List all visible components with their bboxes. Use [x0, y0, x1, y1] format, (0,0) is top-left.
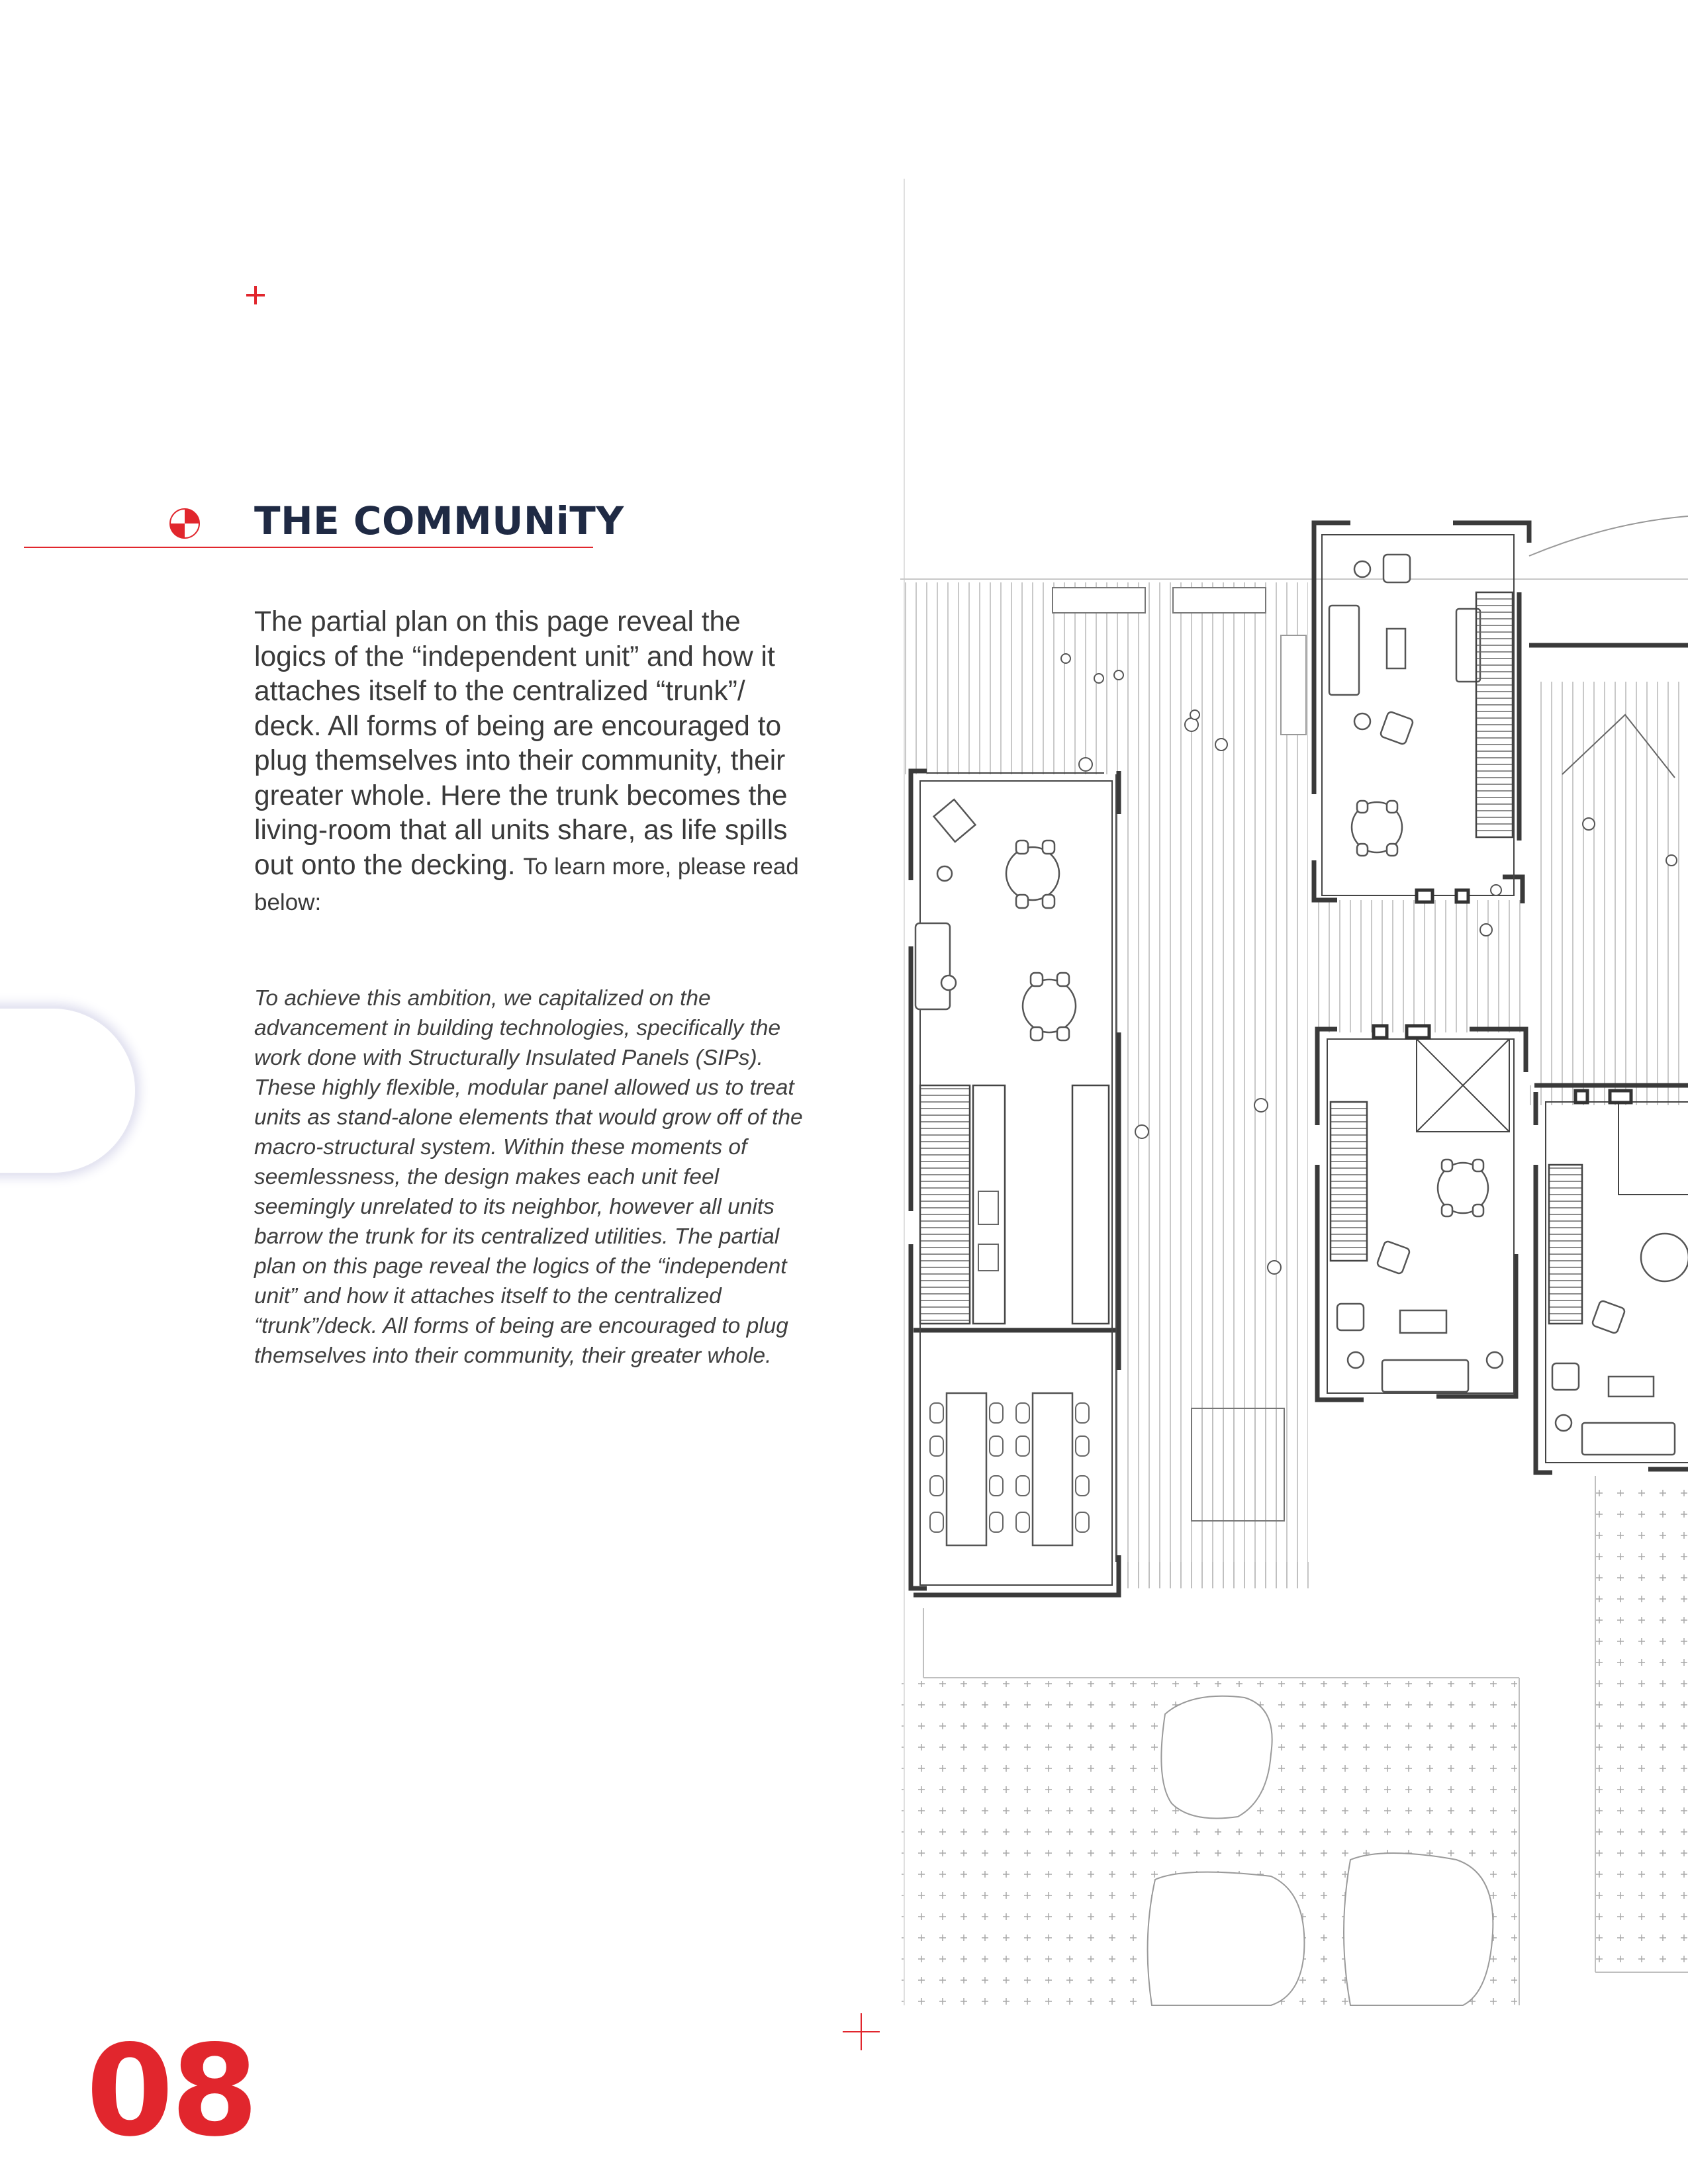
intro-paragraph [254, 605, 810, 921]
crosshair-icon [246, 286, 265, 304]
floor-plan-drawing [887, 165, 1688, 2019]
title-divider [24, 547, 593, 548]
side-navigation-tab[interactable] [0, 1009, 135, 1173]
intro-main-text: The partial plan on this page reveal the logics of the “independent unit” and how it attaches itself to the centralized “trunk”/ deck. All forms of being are encouraged to plug themselves into their community, their greater whole. Here the trunk becomes the living-room that all units share, as life spills out onto the decking. [254, 606, 788, 881]
section-title: THE COMMUNiTY [254, 498, 624, 543]
intro-read-more-text: To learn more, please read below: [254, 853, 799, 915]
section-bullet-icon [168, 507, 201, 540]
body-paragraph: To achieve this ambition, we capitalized on the advancement in building technologies, specifically the work done with Structurally Insulated Panels (SIPs). These highly flexible, modular panel allowed us to treat units as stand-alone elements that would grow off of the macro-structural system. Within these moments of seemlessness, the design makes each unit feel seemingly unrelated to its neighbor, however all units barrow the trunk for its centralized utilities. The partial plan on this page reveal the logics of the “independent unit” and how it attaches itself to the centralized “trunk”/deck. All forms of being are encouraged to plug themselves into their community, their greater whole. [254, 986, 803, 1368]
crosshair-icon [843, 2013, 880, 2050]
page-number: 08 [86, 2018, 256, 2164]
